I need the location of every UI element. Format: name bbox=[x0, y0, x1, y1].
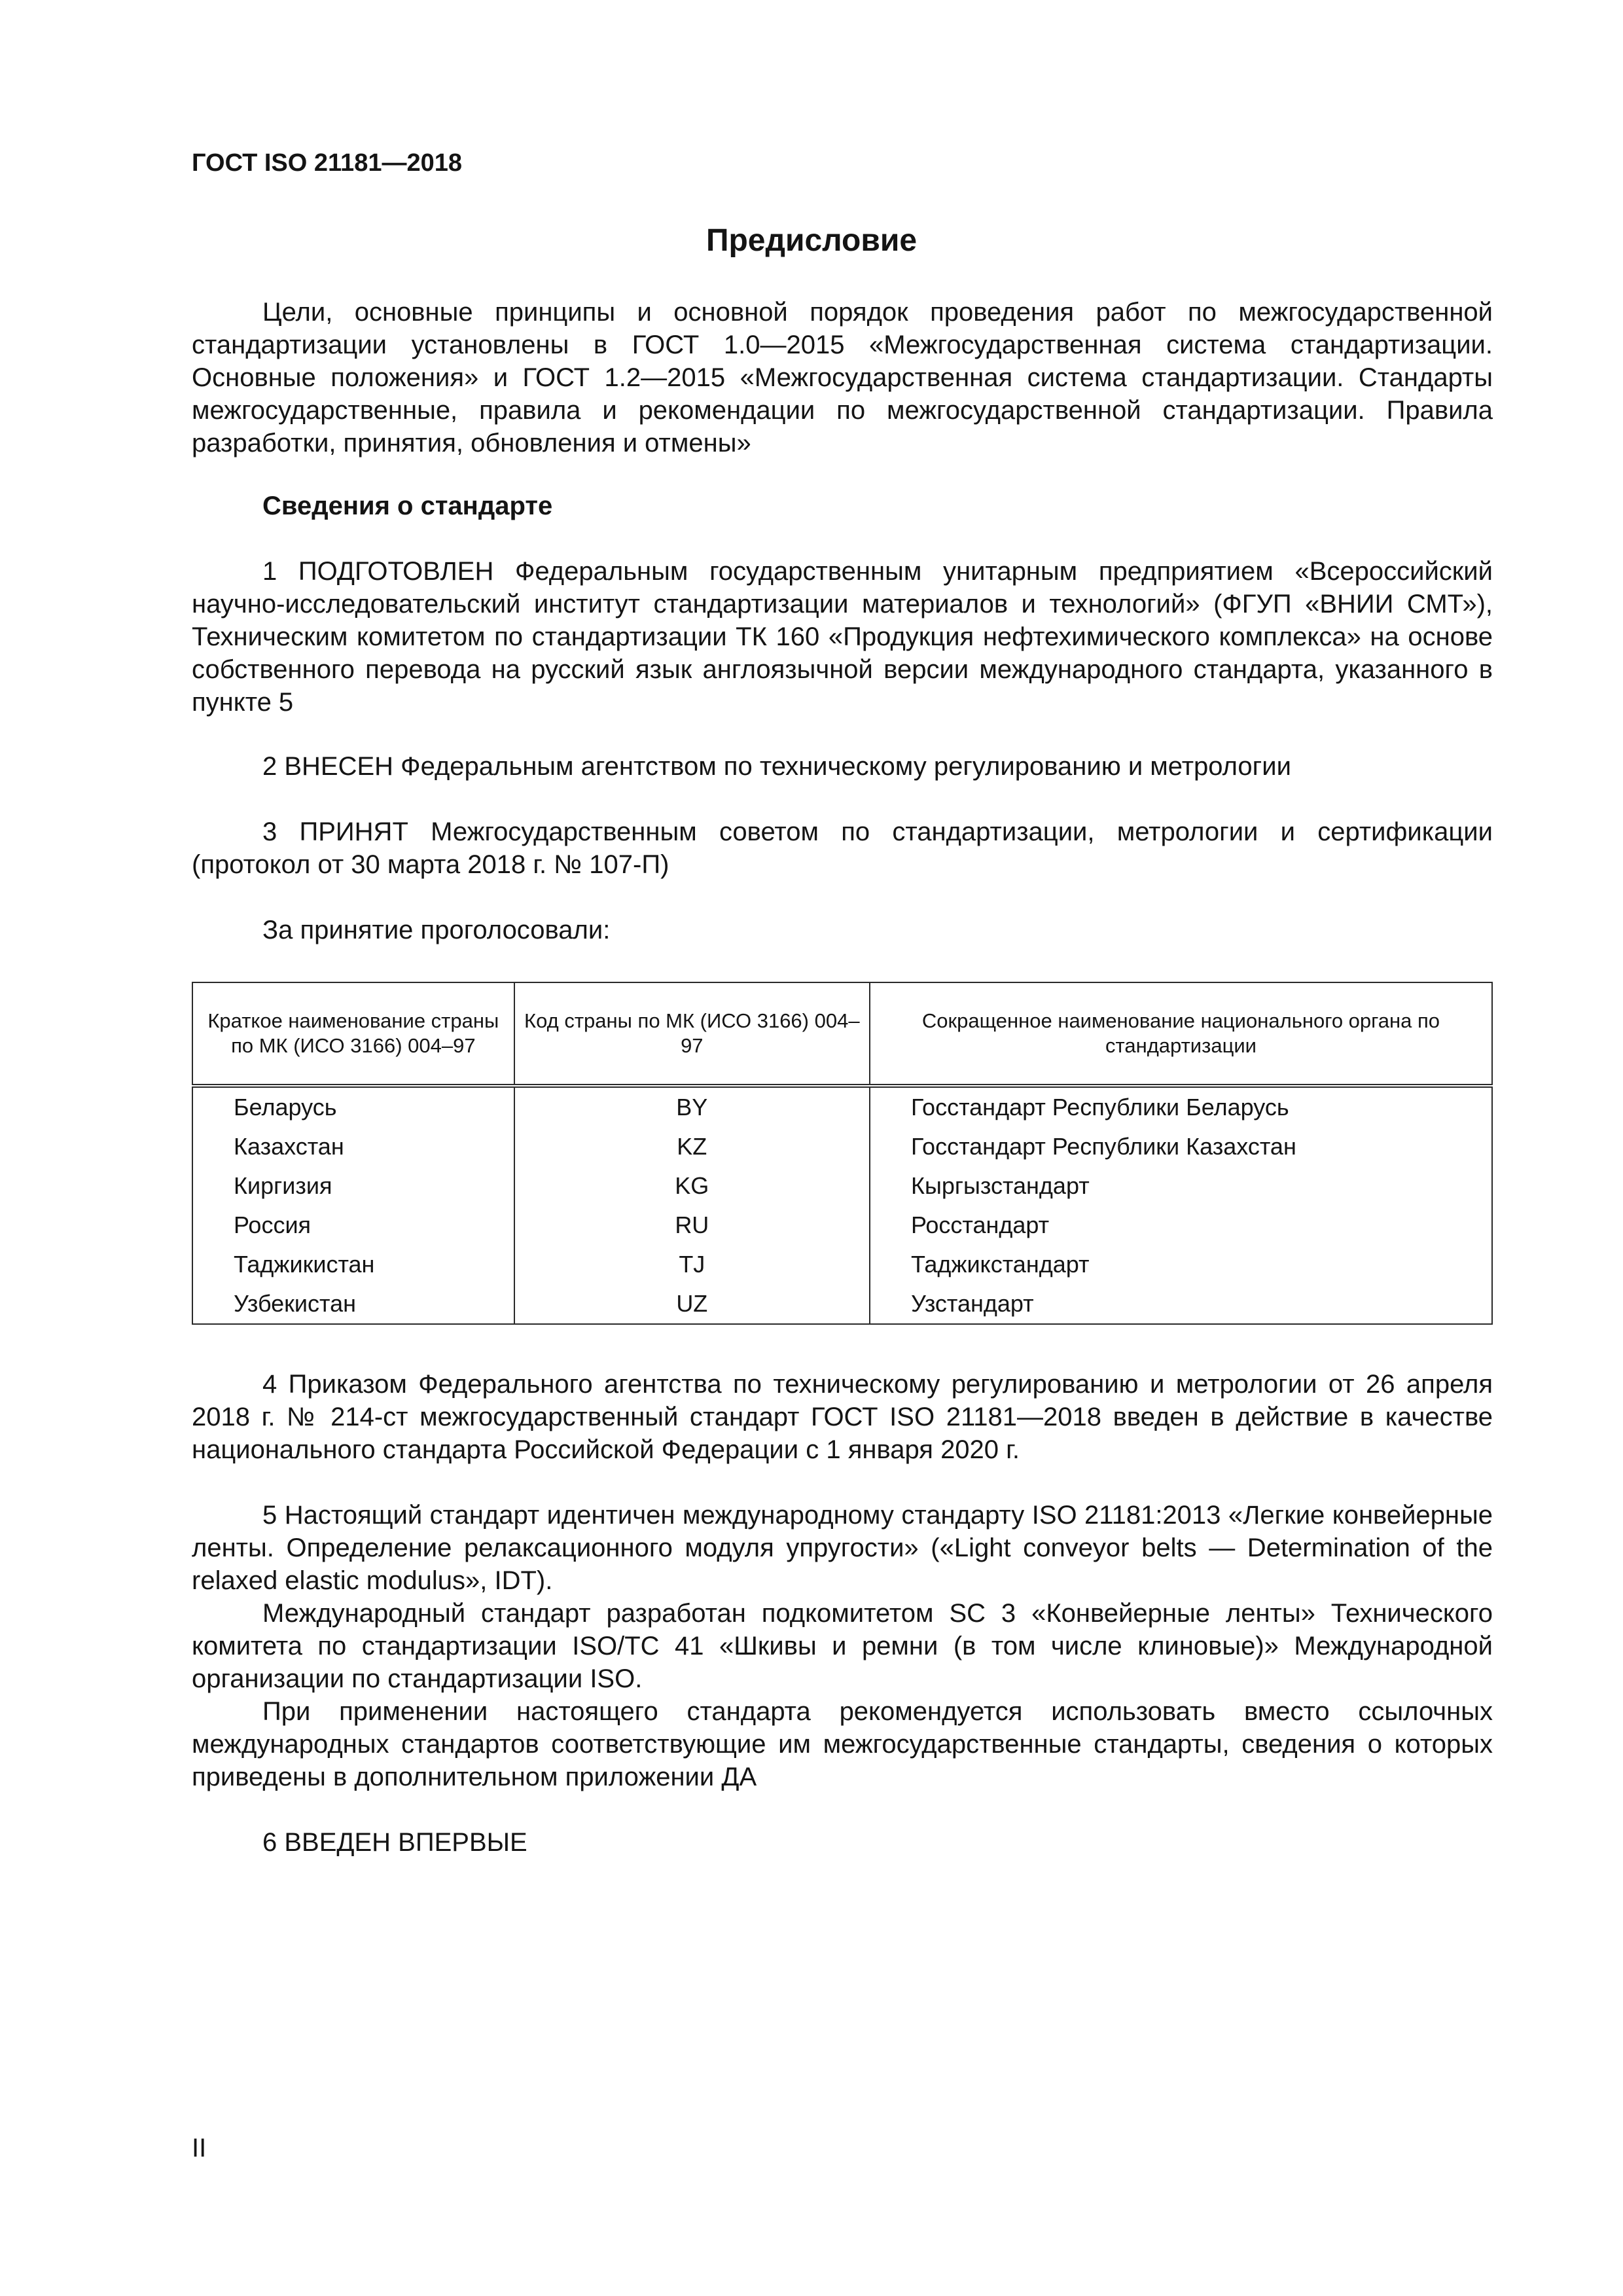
item-3-paragraph bbox=[192, 816, 1493, 881]
item-4-paragraph bbox=[192, 1368, 1493, 1466]
item-1-text: 1 ПОДГОТОВЛЕН Федеральным государственным унитарным предприятием «Всероссийский научно-исследовательский институт стандартизации материалов и технологий» (ФГУП «ВНИИ СМТ»), Техническим комитетом по стандартизации ТК 160 «Продукция нефтехимического комплекса» на основе собственного перевода на русский язык англоязычной версии международного стандарта, указанного в пункте 5 bbox=[192, 557, 1493, 717]
national-body: Таджикстандарт bbox=[870, 1245, 1492, 1284]
country-code: UZ bbox=[514, 1284, 870, 1324]
item-5-paragraph bbox=[192, 1499, 1493, 1597]
item-5-text: 5 Настоящий стандарт идентичен международному стандарту ISO 21181:2013 «Легкие конвейерные ленты. Определение релаксационного модуля упругости» («Light conveyor belts — Determination of the relaxed elastic modulus», IDT). bbox=[192, 1501, 1493, 1595]
header-country-name: Краткое наименование страны по МК (ИСО 3166) 004–97 bbox=[192, 982, 514, 1086]
country-name: Узбекистан bbox=[192, 1284, 514, 1324]
document-header: ГОСТ ISO 21181—2018 bbox=[192, 149, 462, 177]
country-code: RU bbox=[514, 1206, 870, 1245]
header-country-code: Код страны по МК (ИСО 3166) 004–97 bbox=[514, 982, 870, 1086]
country-name: Россия bbox=[192, 1206, 514, 1245]
table-row bbox=[192, 1206, 1492, 1245]
national-body: Госстандарт Республики Беларусь bbox=[870, 1086, 1492, 1127]
intro-text: Цели, основные принципы и основной порядок проведения работ по межгосударственной стандартизации установлены в ГОСТ 1.0—2015 «Межгосударственная система стандартизации. Основные положения» и ГОСТ 1.2—2015 «Межгосударственная система стандартизации. Стандарты межгосударственные, правила и рекомендации по межгосударственной стандартизации. Правила разработки, принятия, обновления и отмены» bbox=[192, 298, 1493, 457]
table-header-row bbox=[192, 982, 1492, 1086]
national-body: Узстандарт bbox=[870, 1284, 1492, 1324]
voting-states-table bbox=[192, 982, 1493, 1325]
table-row bbox=[192, 1086, 1492, 1127]
country-code: KG bbox=[514, 1166, 870, 1206]
intro-paragraph bbox=[192, 296, 1493, 459]
national-body: Госстандарт Республики Казахстан bbox=[870, 1127, 1492, 1166]
item-5-third-text: При применении настоящего стандарта рекомендуется использовать вместо ссылочных международных стандартов соответствующие им межгосударственные стандарты, сведения о которых приведены в дополнительном приложении ДА bbox=[192, 1697, 1493, 1791]
item-3-text: 3 ПРИНЯТ Межгосударственным советом по стандартизации, метрологии и сертификации (протокол от 30 марта 2018 г. № 107-П) bbox=[192, 817, 1493, 879]
table-row bbox=[192, 1245, 1492, 1284]
country-name: Киргизия bbox=[192, 1166, 514, 1206]
item-5-third-paragraph bbox=[192, 1695, 1493, 1793]
header-national-body: Сокращенное наименование национального органа по стандартизации bbox=[870, 982, 1492, 1086]
country-name: Беларусь bbox=[192, 1086, 514, 1127]
table-row bbox=[192, 1166, 1492, 1206]
country-code: BY bbox=[514, 1086, 870, 1127]
page-title: Предисловие bbox=[705, 223, 918, 258]
info-heading: Сведения о стандарте bbox=[262, 492, 553, 520]
page-number: II bbox=[192, 2134, 207, 2162]
country-code: TJ bbox=[514, 1245, 870, 1284]
country-code: KZ bbox=[514, 1127, 870, 1166]
vote-intro: За принятие проголосовали: bbox=[262, 916, 611, 944]
table-row bbox=[192, 1127, 1492, 1166]
item-4-text: 4 Приказом Федерального агентства по техническому регулированию и метрологии от 26 апреля 2018 г. № 214-ст межгосударственный стандарт ГОСТ ISO 21181—2018 введен в действие в качестве национального стандарта Российской Федерации с 1 января 2020 г. bbox=[192, 1370, 1493, 1464]
national-body: Кыргызстандарт bbox=[870, 1166, 1492, 1206]
country-name: Таджикистан bbox=[192, 1245, 514, 1284]
item-1-paragraph bbox=[192, 555, 1493, 719]
item-5-second-text: Международный стандарт разработан подкомитетом SC 3 «Конвейерные ленты» Технического комитета по стандартизации ISO/TC 41 «Шкивы и ремни (в том числе клиновые)» Международной организации по стандартизации ISO. bbox=[192, 1599, 1493, 1693]
national-body: Росстандарт bbox=[870, 1206, 1492, 1245]
country-name: Казахстан bbox=[192, 1127, 514, 1166]
item-6-text: 6 ВВЕДЕН ВПЕРВЫЕ bbox=[262, 1828, 527, 1857]
table-row bbox=[192, 1284, 1492, 1324]
item-5-second-paragraph bbox=[192, 1597, 1493, 1695]
item-2-text: 2 ВНЕСЕН Федеральным агентством по техническому регулированию и метрологии bbox=[262, 752, 1291, 781]
